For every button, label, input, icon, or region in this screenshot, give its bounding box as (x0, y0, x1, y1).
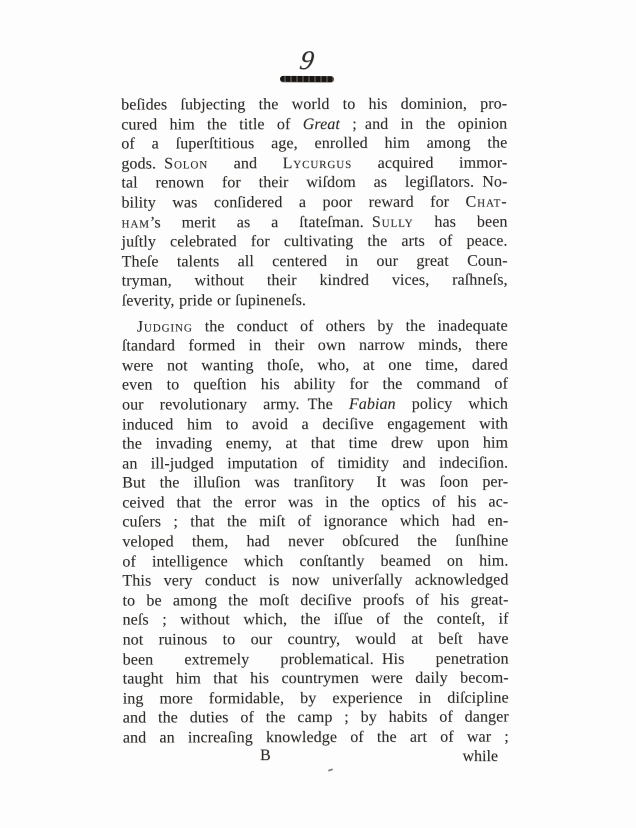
text-segment: ceived that the error was in the optics of his ac- (122, 493, 509, 512)
text-segment: has been (413, 213, 508, 231)
text-line (122, 532, 508, 553)
text-segment: This very conduct is now univerſally acknowledged (122, 571, 509, 590)
text-segment: and an increaſing knowledge of the art of war ; (122, 728, 509, 747)
text-segment: the conduct of others by the inadequate (192, 317, 508, 335)
text-segment: But the illuſion was tranſitory It was ſoon per- (122, 473, 509, 492)
text-line (121, 134, 507, 155)
text-segment: the invading enemy, at that time drew upon him (122, 434, 509, 453)
text-line (123, 708, 509, 729)
text-segment: and the duties of the camp ; by habits of danger (122, 708, 509, 727)
page-header (278, 46, 336, 82)
text-line (122, 394, 508, 415)
text-line (122, 232, 508, 253)
text-line (121, 192, 507, 213)
text-line (123, 669, 509, 690)
text-segment: cured him the title of (121, 115, 303, 134)
ink-speck (328, 768, 333, 771)
text-segment: policy which (395, 395, 508, 413)
text-segment: ing more formidable, by experience in diſcipline (122, 689, 509, 708)
text-segment: tryman, without their kindred vices, raſhneſs, (121, 271, 508, 290)
text-line (122, 375, 508, 396)
text-segment: not ruinous to our country, would at beſt have (122, 630, 509, 649)
text-segment: were not wanting thoſe, who, at one time, dared (121, 356, 508, 375)
text-segment: been extremely problematical. His penetration (122, 650, 509, 669)
text-line (122, 434, 508, 455)
text-line (122, 414, 508, 435)
text-line (122, 512, 508, 533)
text-line (121, 114, 507, 135)
text-line (122, 251, 508, 272)
smallcaps-text: Lycurgus (282, 154, 353, 172)
text-line (121, 94, 507, 115)
text-segment: and (208, 154, 283, 173)
page-number: 9 (297, 45, 317, 75)
text-line (122, 473, 508, 494)
text-line (121, 212, 507, 233)
text-segment: acquired immor- (352, 154, 508, 172)
text-segment: of intelligence which conſtantly beamed on him. (122, 552, 509, 571)
text-line (122, 551, 508, 572)
text-line (121, 173, 507, 194)
text-line (121, 153, 507, 174)
text-line (122, 590, 508, 611)
catchword: while (462, 748, 498, 765)
text-segment: gods. (121, 155, 165, 173)
text-block (121, 94, 509, 748)
signature-mark: B (260, 747, 271, 764)
text-line (122, 610, 508, 631)
text-segment: bility was conſidered a poor reward for (121, 193, 466, 212)
text-segment: ſeverity, pride or ſupineneſs. (121, 291, 307, 310)
smallcaps-text: ham (121, 213, 150, 232)
header-rule-ornament (280, 76, 334, 82)
text-segment: tal renown for their wiſdom as legiſlators. No- (121, 173, 508, 192)
italic-text: Fabian (348, 395, 396, 413)
text-line (123, 630, 509, 651)
text-segment: an ill-judged imputation of timidity and indeciſion. (122, 454, 509, 473)
text-segment: veloped them, had never obſcured the ſunſhine (122, 532, 509, 551)
text-segment: induced him to avoid a deciſive engagement with (121, 414, 509, 434)
text-line (123, 649, 509, 670)
text-segment: our revolutionary army. The (121, 395, 349, 414)
italic-text: Great (302, 115, 340, 133)
text-segment: ’s merit as a ſtateſman. (149, 213, 372, 231)
text-line (122, 355, 508, 376)
text-segment: neſs ; without which, the iſſue of the conteſt, if (122, 610, 509, 629)
text-segment: beſides ſubjecting the world to his dominion, pro- (121, 95, 508, 114)
paragraph (122, 316, 509, 748)
text-line (122, 271, 508, 292)
smallcaps-text: Chat- (465, 193, 508, 211)
text-segment: cuſers ; that the miſt of ignorance which had en- (122, 512, 509, 531)
text-segment: ; and in the opinion (339, 115, 508, 133)
smallcaps-text: Judging (136, 317, 193, 335)
text-segment: taught him that his countrymen were daily becom- (122, 669, 509, 688)
smallcaps-text: Solon (164, 155, 209, 173)
text-segment: to be among the moſt deciſive proofs of his great- (122, 591, 509, 610)
text-segment: juſtly celebrated for cultivating the arts of peace. (121, 232, 508, 251)
text-segment: even to queſtion his ability for the command of (121, 375, 508, 394)
smallcaps-text: Sully (371, 213, 414, 231)
text-line (122, 316, 508, 337)
text-line (122, 336, 508, 357)
text-segment: Theſe talents all centered in our great Coun- (121, 252, 508, 271)
text-line (122, 290, 508, 311)
text-line (123, 727, 509, 748)
text-line (122, 453, 508, 474)
text-line (122, 571, 508, 592)
text-line (122, 492, 508, 513)
text-line (123, 688, 509, 709)
paragraph (121, 94, 508, 311)
text-segment: ſtandard formed in their own narrow minds, there (121, 336, 508, 355)
text-segment: of a ſuperſtitious age, enrolled him among the (121, 134, 508, 153)
